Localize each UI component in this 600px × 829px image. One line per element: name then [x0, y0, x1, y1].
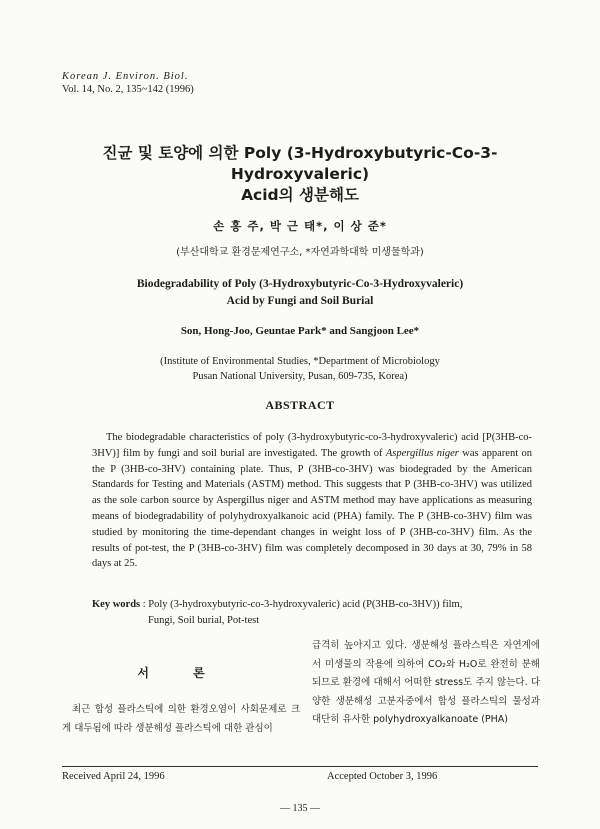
- intro-heading: 서 론: [137, 666, 225, 680]
- accepted-date: Accepted October 3, 1996: [327, 771, 438, 782]
- keywords-line-2: Fungi, Soil burial, Pot-test: [148, 615, 260, 626]
- english-title-line-2: Acid by Fungi and Soil Burial: [226, 295, 374, 307]
- korean-title: [40, 143, 560, 206]
- abstract-species: Aspergillus niger: [385, 447, 459, 459]
- abstract-text-1: The biodegradable characteristics of poly (3-hydroxybutyric-co-3-hydroxyvaleric) acid [P(3HB-co-3HV)] film by fungi and soil burial are investigated. The growth of: [92, 432, 532, 459]
- intro-left-text: 최근 합성 플라스틱에 의한 환경오염이 사회문제로 크게 대두됨에 따라 생분해성 플라스틱에 대한 관심이: [62, 704, 300, 734]
- abstract-paragraph: [92, 430, 532, 572]
- journal-citation: [62, 70, 194, 96]
- korean-authors: 손 홍 주, 박 근 태*, 이 상 준*: [213, 219, 387, 233]
- korean-affiliation: (부산대학교 환경문제연구소, *자연과학대학 미생물학과): [176, 247, 424, 258]
- keywords-line-1: : Poly (3-hydroxybutyric-co-3-hydroxyvaleric) acid (P(3HB-co-3HV)) film,: [142, 599, 463, 610]
- keywords: [92, 597, 532, 629]
- intro-right-text: 급격히 높아지고 있다. 생분해성 플라스틱은 자연계에서 미생물의 작용에 의하여 CO₂와 H₂O로 완전히 분해되므로 환경에 대해서 어떠한 stress도 주지 않는다. 다양한 생분해성 고분자중에서 합성 플라스틱의 물성과 대단히 유사한 polyhydroxyalkanoate (PHA): [312, 640, 540, 725]
- journal-name: Korean J. Environ. Biol.: [62, 71, 189, 82]
- intro-left-column: [62, 640, 300, 738]
- english-affiliation: [0, 354, 600, 384]
- footer-divider: [62, 766, 538, 767]
- korean-title-line-2: Acid의 생분해도: [241, 186, 359, 204]
- journal-volume: Vol. 14, No. 2, 135~142 (1996): [62, 84, 194, 95]
- english-affiliation-line-2: Pusan National University, Pusan, 609-735, Korea): [192, 371, 408, 382]
- abstract-body: [92, 430, 532, 572]
- english-affiliation-line-1: (Institute of Environmental Studies, *Department of Microbiology: [160, 356, 440, 367]
- intro-right-column: [312, 637, 540, 730]
- english-title: [60, 276, 540, 310]
- abstract-text-2: was apparent on the P (3HB-co-3HV) containing plate. Thus, P (3HB-co-3HV) was biodegraded by the American Standards for Testing and Materials (ASTM) method. This suggests that P (3HB-co-3HV) was utilized as the sole carbon source by Aspergillus niger and ASTM method may have applications as measuring means of biodegradability of polyhydroxyalkanoic acid (PHA) family. The P (3HB-co-3HV) film was studied by monitoring the time-dependant changes in weight loss of P (3HB-co-3HV) film. As the results of pot-test, the P (3HB-co-3HV) film was completely decomposed in 30 days at 30, 79% in 58 days at 25.: [92, 447, 532, 570]
- english-title-line-1: Biodegradability of Poly (3-Hydroxybutyric-Co-3-Hydroxyvaleric): [136, 278, 464, 290]
- korean-title-line-1: 진균 및 토양에 의한 Poly (3-Hydroxybutyric-Co-3-Hydroxyvaleric): [102, 144, 498, 183]
- english-authors: Son, Hong-Joo, Geuntae Park* and Sangjoon Lee*: [180, 325, 420, 337]
- received-date: Received April 24, 1996: [62, 771, 165, 782]
- page-number: — 135 —: [280, 803, 320, 814]
- abstract-heading: ABSTRACT: [265, 398, 335, 412]
- keywords-label: Key words: [92, 599, 141, 610]
